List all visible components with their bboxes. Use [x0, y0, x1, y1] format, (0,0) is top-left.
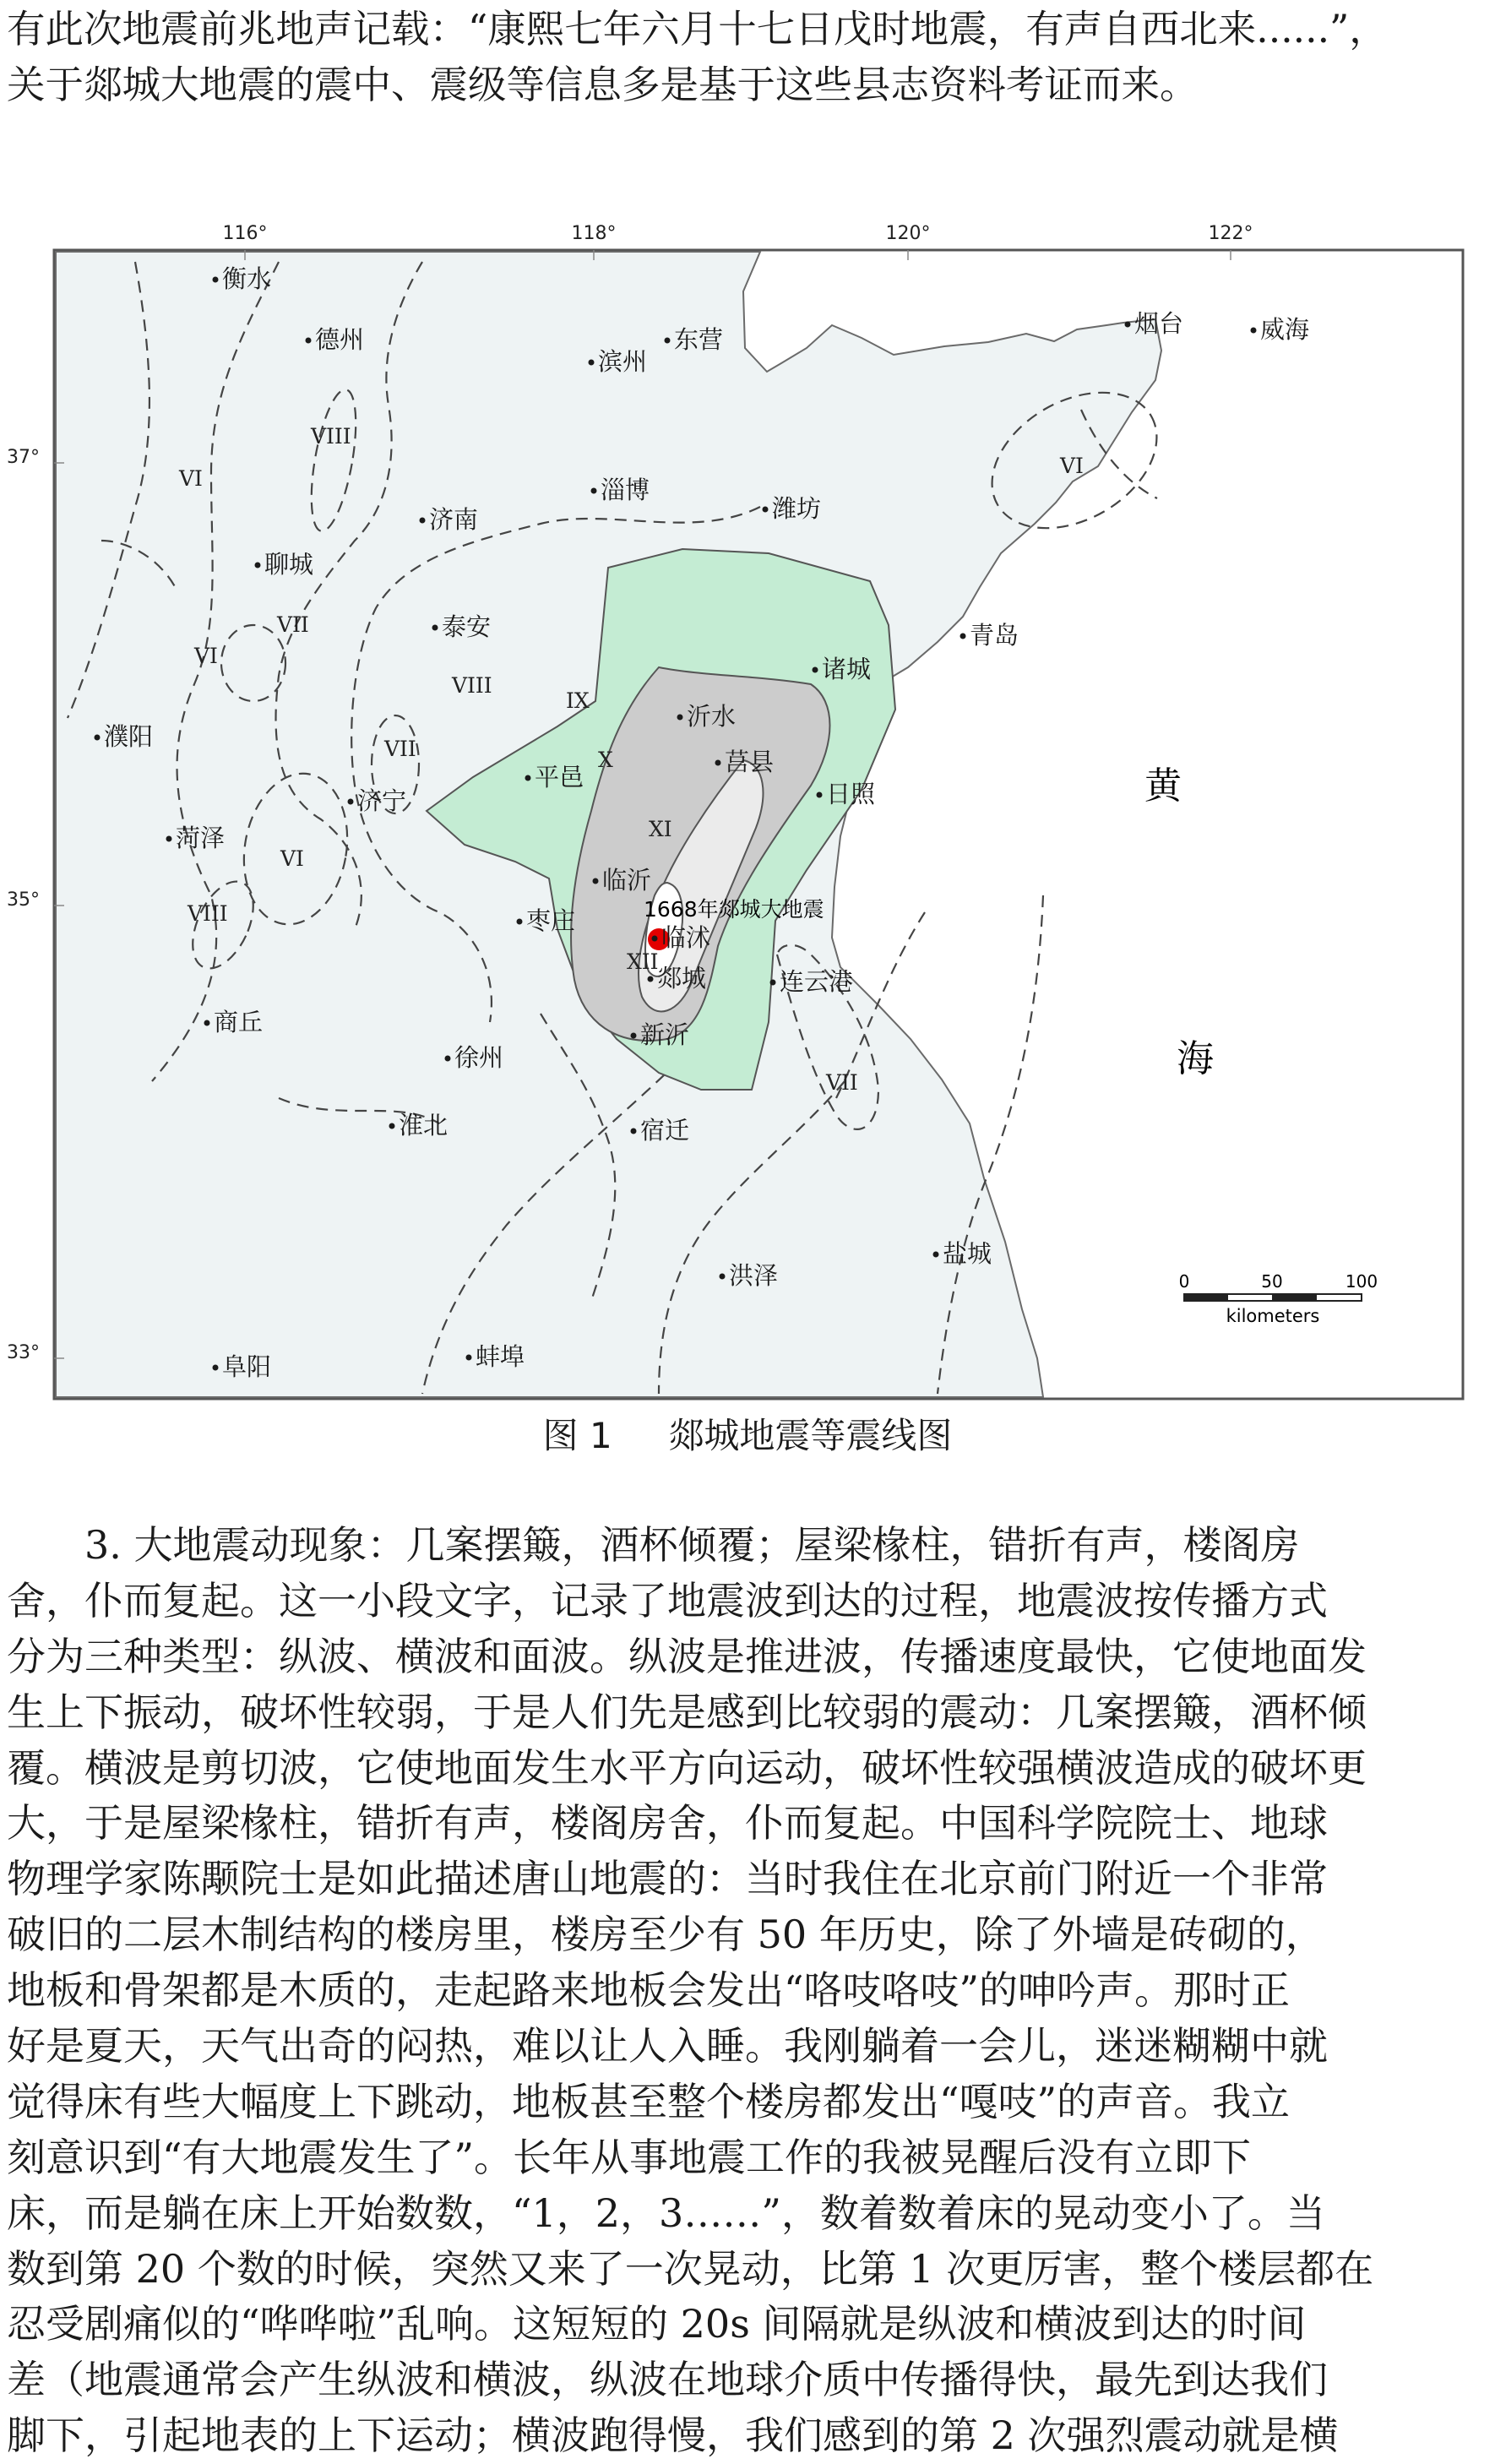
- body-line: 觉得床有些大幅度上下跳动，地板甚至整个楼房都发出“嘎吱”的声音。我立: [7, 2078, 1291, 2124]
- city-dot: [677, 715, 683, 721]
- lat-label: 33°: [7, 1342, 40, 1363]
- intro-line: 有此次地震前兆地声记载：“康熙七年六月十七日戊时地震，有声自西北来......”，: [7, 7, 1388, 52]
- city-label: 蚌埠: [476, 1342, 525, 1371]
- city-label: 临沂: [602, 866, 652, 895]
- city-dot: [763, 507, 769, 513]
- city-label: 郯城: [657, 964, 707, 993]
- body-line: 物理学家陈颙院士是如此描述唐山地震的：当时我住在北京前门附近一个非常: [7, 1856, 1328, 1902]
- body-line: 脚下，引起地表的上下运动；横波跑得慢，我们感到的第 2 次强烈震动就是横: [7, 2412, 1339, 2459]
- city-label: 沂水: [687, 702, 737, 731]
- figure-title: 郯城地震等震线图: [668, 1415, 953, 1456]
- city-dot: [255, 563, 261, 568]
- city-label: 济南: [429, 505, 479, 534]
- epicenter-label: 1668年郯城大地震: [644, 897, 824, 922]
- city-label: 衡水: [222, 264, 272, 293]
- body-line: 刻意识到“有大地震发生了”。长年从事地震工作的我被晃醒后没有立即下: [7, 2134, 1252, 2180]
- city-dot: [591, 488, 597, 494]
- city-label: 济宁: [357, 786, 407, 815]
- scale-tick: 0: [1178, 1271, 1190, 1292]
- city-dot: [631, 1129, 637, 1134]
- city-dot: [204, 1020, 210, 1026]
- intensity-label: IX: [566, 688, 590, 713]
- city-label: 日照: [826, 780, 876, 808]
- city-dot: [213, 1365, 219, 1371]
- city-label: 青岛: [970, 621, 1019, 650]
- isoseismal-map: [0, 221, 1495, 1404]
- intensity-label: VII: [384, 737, 416, 761]
- city-dot: [348, 799, 354, 805]
- body-line: 差（地震通常会产生纵波和横波，纵波在地球介质中传播得快，最先到达我们: [7, 2357, 1328, 2403]
- intensity-label: VIII: [188, 901, 228, 926]
- city-marker: [770, 967, 854, 996]
- city-label: 阜阳: [222, 1352, 272, 1381]
- lat-label: 35°: [7, 889, 40, 911]
- city-label: 聊城: [264, 550, 314, 579]
- body-line: 好是夏天，天气出奇的闷热，难以让人入睡。我刚躺着一会儿，迷迷糊糊中就: [7, 2023, 1328, 2070]
- city-label: 临沭: [661, 923, 711, 952]
- lon-label: 120°: [885, 223, 931, 244]
- intensity-label: VIII: [311, 424, 351, 449]
- body-line: 忍受剧痛似的“哗哗啦”乱响。这短短的 20s 间隔就是纵波和横波到达的时间: [7, 2301, 1307, 2347]
- city-dot: [593, 878, 599, 884]
- city-dot: [1125, 322, 1131, 328]
- city-label: 连云港: [780, 967, 854, 996]
- intensity-label: X: [598, 748, 613, 772]
- intensity-label: VII: [826, 1070, 858, 1095]
- body-line: 分为三种类型：纵波、横波和面波。纵波是推进波，传播速度最快，它使地面发: [7, 1633, 1367, 1679]
- body-line: 舍，仆而复起。这一小段文字，记录了地震波到达的过程，地震波按传播方式: [7, 1577, 1328, 1624]
- intensity-label: VIII: [452, 673, 492, 698]
- city-label: 诸城: [822, 655, 872, 683]
- city-dot: [817, 792, 823, 798]
- scale-tick: 100: [1345, 1271, 1378, 1292]
- city-label: 徐州: [454, 1043, 504, 1072]
- city-dot: [648, 976, 654, 982]
- city-label: 菏泽: [176, 824, 226, 852]
- city-dot: [1251, 328, 1257, 334]
- body-line: 数到第 20 个数的时候，突然又来了一次晃动，比第 1 次更厉害，整个楼层都在: [7, 2245, 1374, 2292]
- city-label: 威海: [1260, 315, 1310, 344]
- city-marker: [817, 780, 877, 808]
- city-label: 东营: [674, 325, 724, 354]
- lat-label: 37°: [7, 447, 40, 468]
- city-label: 烟台: [1134, 309, 1184, 338]
- intensity-label: VI: [194, 644, 218, 668]
- lon-label: 116°: [222, 223, 268, 244]
- body-line: 生上下振动，破坏性较弱，于是人们先是感到比较弱的震动：几案摆簸，酒杯倾: [7, 1689, 1367, 1735]
- intro-line: 关于郯城大地震的震中、震级等信息多是基于这些县志资料考证而来。: [7, 63, 1199, 107]
- body-paragraph: [7, 1518, 1487, 2464]
- body-line: 地板和骨架都是木质的，走起路来地板会发出“咯吱咯吱”的呻吟声。那时正: [7, 1967, 1291, 2014]
- body-line: 覆。横波是剪切波，它使地面发生水平方向运动，破坏性较强横波造成的破坏更: [7, 1744, 1367, 1791]
- intensity-label: XII: [627, 949, 659, 974]
- lon-label: 118°: [571, 223, 617, 244]
- city-dot: [589, 360, 595, 366]
- intensity-label: VI: [1060, 454, 1084, 478]
- sea-label: 黄: [1144, 764, 1182, 808]
- body-line: 破旧的二层木制结构的楼房里，楼房至少有 50 年历史，除了外墙是砖砌的，: [7, 1912, 1324, 1958]
- sea-label: 海: [1177, 1037, 1214, 1080]
- city-label: 莒县: [725, 748, 775, 776]
- city-dot: [665, 338, 671, 344]
- city-dot: [306, 338, 312, 344]
- city-dot: [525, 775, 531, 781]
- city-dot: [720, 1274, 726, 1280]
- city-label: 商丘: [214, 1008, 264, 1036]
- city-label: 平邑: [535, 763, 584, 791]
- city-label: 濮阳: [104, 722, 154, 751]
- body-line: 3. 大地震动现象：几案摆簸，酒杯倾覆；屋梁椽柱，错折有声，楼阁房: [84, 1522, 1300, 1568]
- city-dot: [933, 1252, 939, 1258]
- city-dot: [420, 518, 426, 524]
- body-line: 床，而是躺在床上开始数数，“1，2，3……”，数着数着床的晃动变小了。当: [7, 2189, 1325, 2236]
- city-label: 德州: [315, 325, 365, 354]
- city-label: 潍坊: [772, 494, 822, 523]
- city-dot: [466, 1355, 472, 1361]
- intensity-label: VI: [179, 466, 203, 491]
- city-label: 新沂: [640, 1020, 690, 1049]
- city-label: 洪泽: [729, 1261, 779, 1290]
- intensity-label: VI: [280, 846, 304, 871]
- scale-tick: 50: [1261, 1271, 1283, 1292]
- city-dot: [631, 1033, 637, 1039]
- intensity-label: XI: [649, 817, 672, 841]
- city-dot: [517, 919, 523, 925]
- city-dot: [770, 980, 776, 986]
- city-dot: [960, 634, 966, 639]
- figure-caption: [0, 1411, 1495, 1461]
- city-label: 淮北: [399, 1111, 448, 1140]
- city-dot: [166, 836, 172, 842]
- city-label: 滨州: [598, 347, 648, 376]
- city-label: 淄博: [601, 476, 650, 504]
- body-line: 大，于是屋梁椽柱，错折有声，楼阁房舍，仆而复起。中国科学院院士、地球: [7, 1800, 1328, 1847]
- city-dot: [432, 625, 438, 631]
- city-dot: [715, 760, 721, 766]
- city-dot: [652, 936, 658, 942]
- city-dot: [389, 1123, 395, 1129]
- city-dot: [445, 1056, 451, 1062]
- intro-paragraph: [7, 2, 1485, 113]
- city-dot: [95, 735, 101, 741]
- city-dot: [813, 667, 818, 673]
- lon-label: 122°: [1208, 223, 1253, 244]
- city-label: 宿迁: [640, 1116, 690, 1145]
- figure-number: 图 1: [542, 1415, 612, 1456]
- city-dot: [213, 277, 219, 283]
- intensity-label: VII: [277, 612, 309, 637]
- city-label: 泰安: [442, 612, 492, 641]
- city-label: 枣庄: [526, 906, 576, 935]
- scale-unit: kilometers: [1226, 1306, 1320, 1326]
- city-label: 盐城: [943, 1239, 992, 1268]
